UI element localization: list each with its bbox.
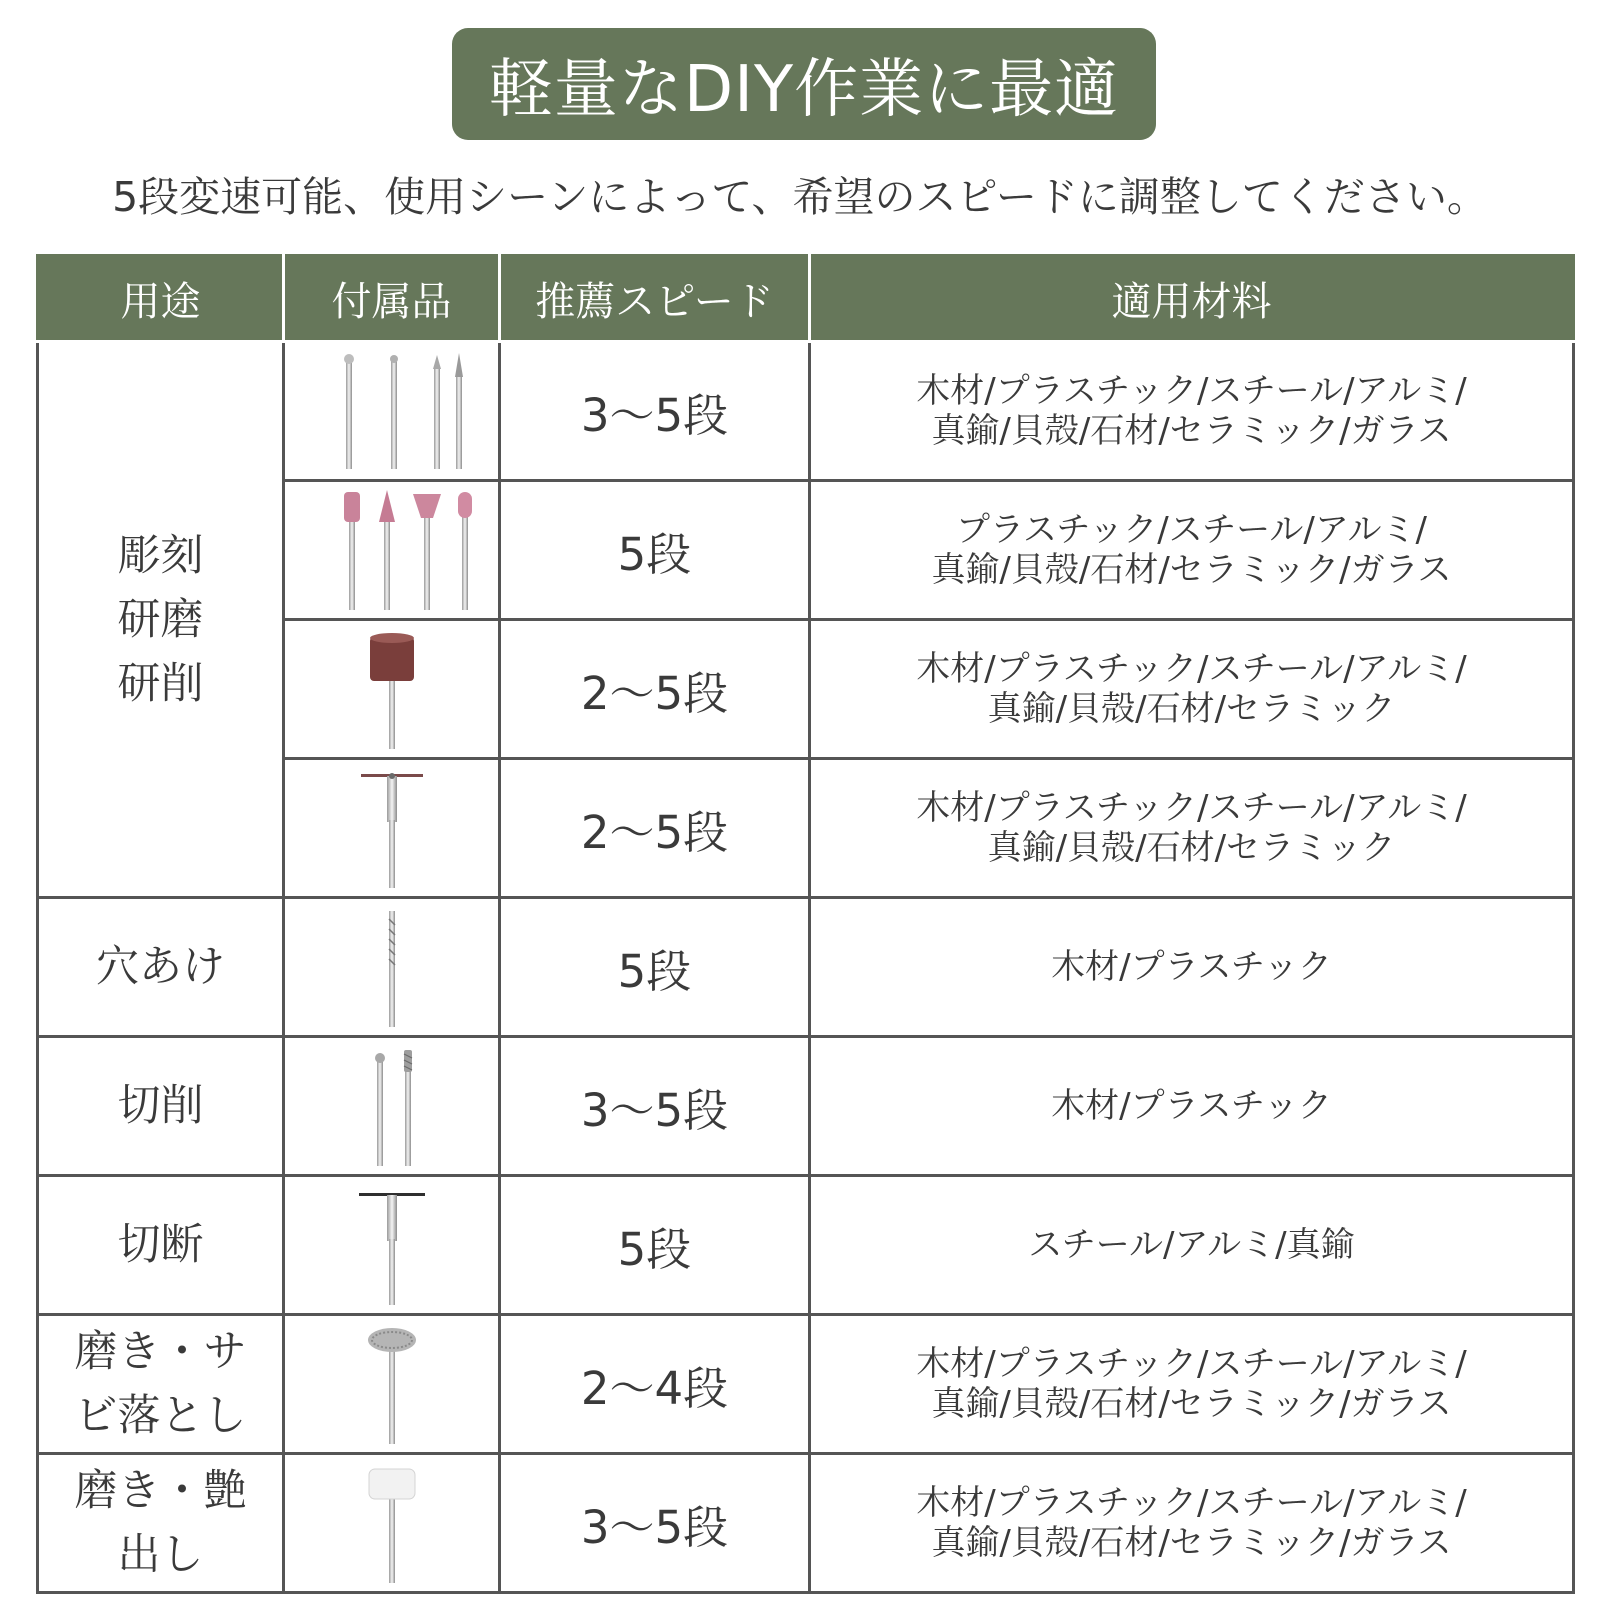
materials-line: 木材/プラスチック/スチール/アルミ/ <box>916 649 1467 689</box>
materials-line: スチール/アルミ/真鍮 <box>1028 1225 1355 1265</box>
column-header-attachment: 付属品 <box>284 256 500 342</box>
speed-cell: 3〜5段 <box>500 1037 810 1176</box>
use-label: 彫刻 研磨 研削 <box>117 530 204 709</box>
use-label: 切削 <box>117 1081 204 1131</box>
grinding-stones-icon <box>307 488 477 613</box>
attachment-cell <box>284 620 500 759</box>
sanding-band-icon <box>307 627 477 752</box>
table-row <box>38 1037 1574 1176</box>
materials-line: 真鍮/貝殻/石材/セラミック/ガラス <box>931 411 1452 451</box>
use-cell <box>38 1037 284 1176</box>
speed-cell: 5段 <box>500 898 810 1037</box>
materials-line: 真鍮/貝殻/石材/セラミック/ガラス <box>931 1384 1452 1424</box>
engraving-bits-icon <box>307 349 477 474</box>
materials-cell <box>810 1176 1574 1315</box>
materials-cell <box>810 1037 1574 1176</box>
use-label: 穴あけ <box>96 942 225 992</box>
attachment-cell <box>284 1176 500 1315</box>
cutting-wheel-mandrel-icon <box>307 766 477 891</box>
table-row <box>38 1454 1574 1593</box>
wire-brush-icon <box>307 1322 477 1447</box>
attachment-cell <box>284 1454 500 1593</box>
speed-cell: 2〜5段 <box>500 759 810 898</box>
drill-bit-icon <box>307 905 477 1030</box>
attachment-cell <box>284 342 500 481</box>
use-cell <box>38 1176 284 1315</box>
materials-line: 木材/プラスチック/スチール/アルミ/ <box>916 788 1467 828</box>
materials-cell <box>810 1454 1574 1593</box>
page-subtitle: 5段変速可能、使用シーンによって、希望のスピードに調整してください。 <box>112 173 1488 221</box>
attachment-cell <box>284 1037 500 1176</box>
attachment-cell <box>284 1315 500 1454</box>
use-cell <box>38 1454 284 1593</box>
title-banner <box>452 28 1156 140</box>
use-label: 磨き・サ ビ落とし <box>74 1327 247 1441</box>
speed-cell: 3〜5段 <box>500 342 810 481</box>
table-row <box>38 1315 1574 1454</box>
table-row <box>38 898 1574 1037</box>
attachment-cell <box>284 759 500 898</box>
cutter-bits-icon <box>307 1044 477 1169</box>
speed-cell: 5段 <box>500 481 810 620</box>
use-cell <box>38 1315 284 1454</box>
speed-cell: 5段 <box>500 1176 810 1315</box>
materials-line: 木材/プラスチック/スチール/アルミ/ <box>916 1483 1467 1523</box>
use-label: 磨き・艶 出し <box>74 1466 247 1580</box>
materials-line: 真鍮/貝殻/石材/セラミック <box>987 828 1396 868</box>
materials-cell <box>810 1315 1574 1454</box>
table-row <box>38 1176 1574 1315</box>
speed-cell: 2〜5段 <box>500 620 810 759</box>
materials-line: 木材/プラスチック/スチール/アルミ/ <box>916 371 1467 411</box>
cut-off-disc-icon <box>307 1183 477 1308</box>
column-header-materials: 適用材料 <box>810 256 1574 342</box>
table-header-row <box>38 256 1574 342</box>
materials-cell <box>810 898 1574 1037</box>
materials-line: 真鍮/貝殻/石材/セラミック/ガラス <box>931 550 1452 590</box>
use-label: 切断 <box>117 1220 204 1270</box>
materials-line: 真鍮/貝殻/石材/セラミック/ガラス <box>931 1523 1452 1563</box>
speed-cell: 2〜4段 <box>500 1315 810 1454</box>
spec-table <box>36 254 1575 1594</box>
materials-cell <box>810 342 1574 481</box>
use-cell <box>38 898 284 1037</box>
materials-line: 木材/プラスチック <box>1051 1086 1332 1126</box>
materials-line: 木材/プラスチック/スチール/アルミ/ <box>916 1344 1467 1384</box>
materials-cell <box>810 481 1574 620</box>
column-header-use: 用途 <box>38 256 284 342</box>
speed-cell: 3〜5段 <box>500 1454 810 1593</box>
materials-line: 木材/プラスチック <box>1051 947 1332 987</box>
materials-cell <box>810 759 1574 898</box>
use-cell <box>38 342 284 898</box>
materials-line: プラスチック/スチール/アルミ/ <box>956 510 1427 550</box>
attachment-cell <box>284 481 500 620</box>
materials-line: 真鍮/貝殻/石材/セラミック <box>987 689 1396 729</box>
column-header-speed: 推薦スピード <box>500 256 810 342</box>
felt-polishing-wheel-icon <box>307 1461 477 1586</box>
materials-cell <box>810 620 1574 759</box>
table-row <box>38 342 1574 481</box>
page-title: 軽量なDIY作業に最適 <box>488 53 1120 127</box>
attachment-cell <box>284 898 500 1037</box>
